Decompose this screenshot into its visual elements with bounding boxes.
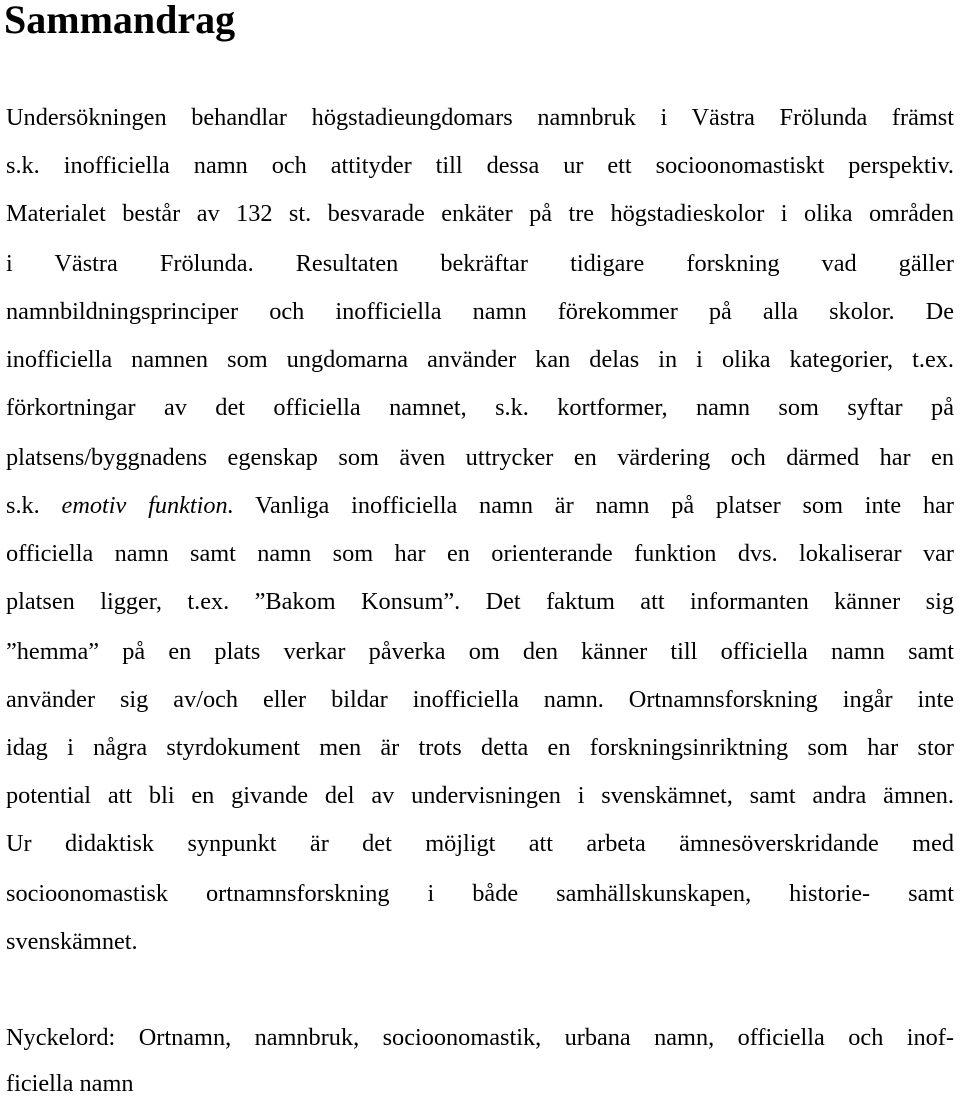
- abstract-line: i Västra Frölunda. Resultaten bekräftar tidigare forskning vad gäller: [6, 250, 954, 277]
- abstract-line: socioonomastisk ortnamnsforskning i både samhällskunskapen, historie- samt: [6, 880, 954, 907]
- keywords-line: ficiella namn: [6, 1070, 134, 1097]
- abstract-line: Undersökningen behandlar högstadieungdomars namnbruk i Västra Frölunda främst: [6, 104, 954, 131]
- abstract-line: idag i några styrdokument men är trots detta en forskningsinriktning som har stor: [6, 734, 954, 761]
- abstract-line: ”hemma” på en plats verkar påverka om den känner till officiella namn samt: [6, 638, 954, 665]
- abstract-line: svenskämnet.: [6, 928, 138, 955]
- abstract-line: inofficiella namnen som ungdomarna använder kan delas in i olika kategorier, t.ex.: [6, 346, 954, 373]
- abstract-line: potential att bli en givande del av undervisningen i svenskämnet, samt andra ämnen.: [6, 782, 954, 809]
- abstract-line: platsen ligger, t.ex. ”Bakom Konsum”. Det faktum att informanten känner sig: [6, 588, 954, 615]
- page-title: Sammandrag: [4, 0, 236, 42]
- abstract-line-emphasis: [6, 482, 954, 530]
- keywords-line: Nyckelord: Ortnamn, namnbruk, socioonomastik, urbana namn, officiella och inof-: [6, 1024, 954, 1051]
- abstract-line: förkortningar av det officiella namnet, s.k. kortformer, namn som syftar på: [6, 394, 954, 421]
- abstract-line: officiella namn samt namn som har en orienterande funktion dvs. lokaliserar var: [6, 540, 954, 567]
- abstract-line: Materialet består av 132 st. besvarade enkäter på tre högstadieskolor i olika områden: [6, 200, 954, 227]
- abstract-line: Ur didaktisk synpunkt är det möjligt att arbeta ämnesöverskridande med: [6, 830, 954, 857]
- abstract-text: Vanliga inofficiella namn är namn på platser som inte har: [255, 492, 954, 519]
- abstract-line: namnbildningsprinciper och inofficiella namn förekommer på alla skolor. De: [6, 298, 954, 325]
- abstract-text: s.k.: [6, 492, 62, 519]
- emphasis-text: emotiv funktion.: [61, 492, 234, 519]
- abstract-line: använder sig av/och eller bildar inofficiella namn. Ortnamnsforskning ingår inte: [6, 686, 954, 713]
- abstract-line: s.k. inofficiella namn och attityder till dessa ur ett socioonomastiskt perspektiv.: [6, 152, 954, 179]
- abstract-line: platsens/byggnadens egenskap som även uttrycker en värdering och därmed har en: [6, 444, 954, 471]
